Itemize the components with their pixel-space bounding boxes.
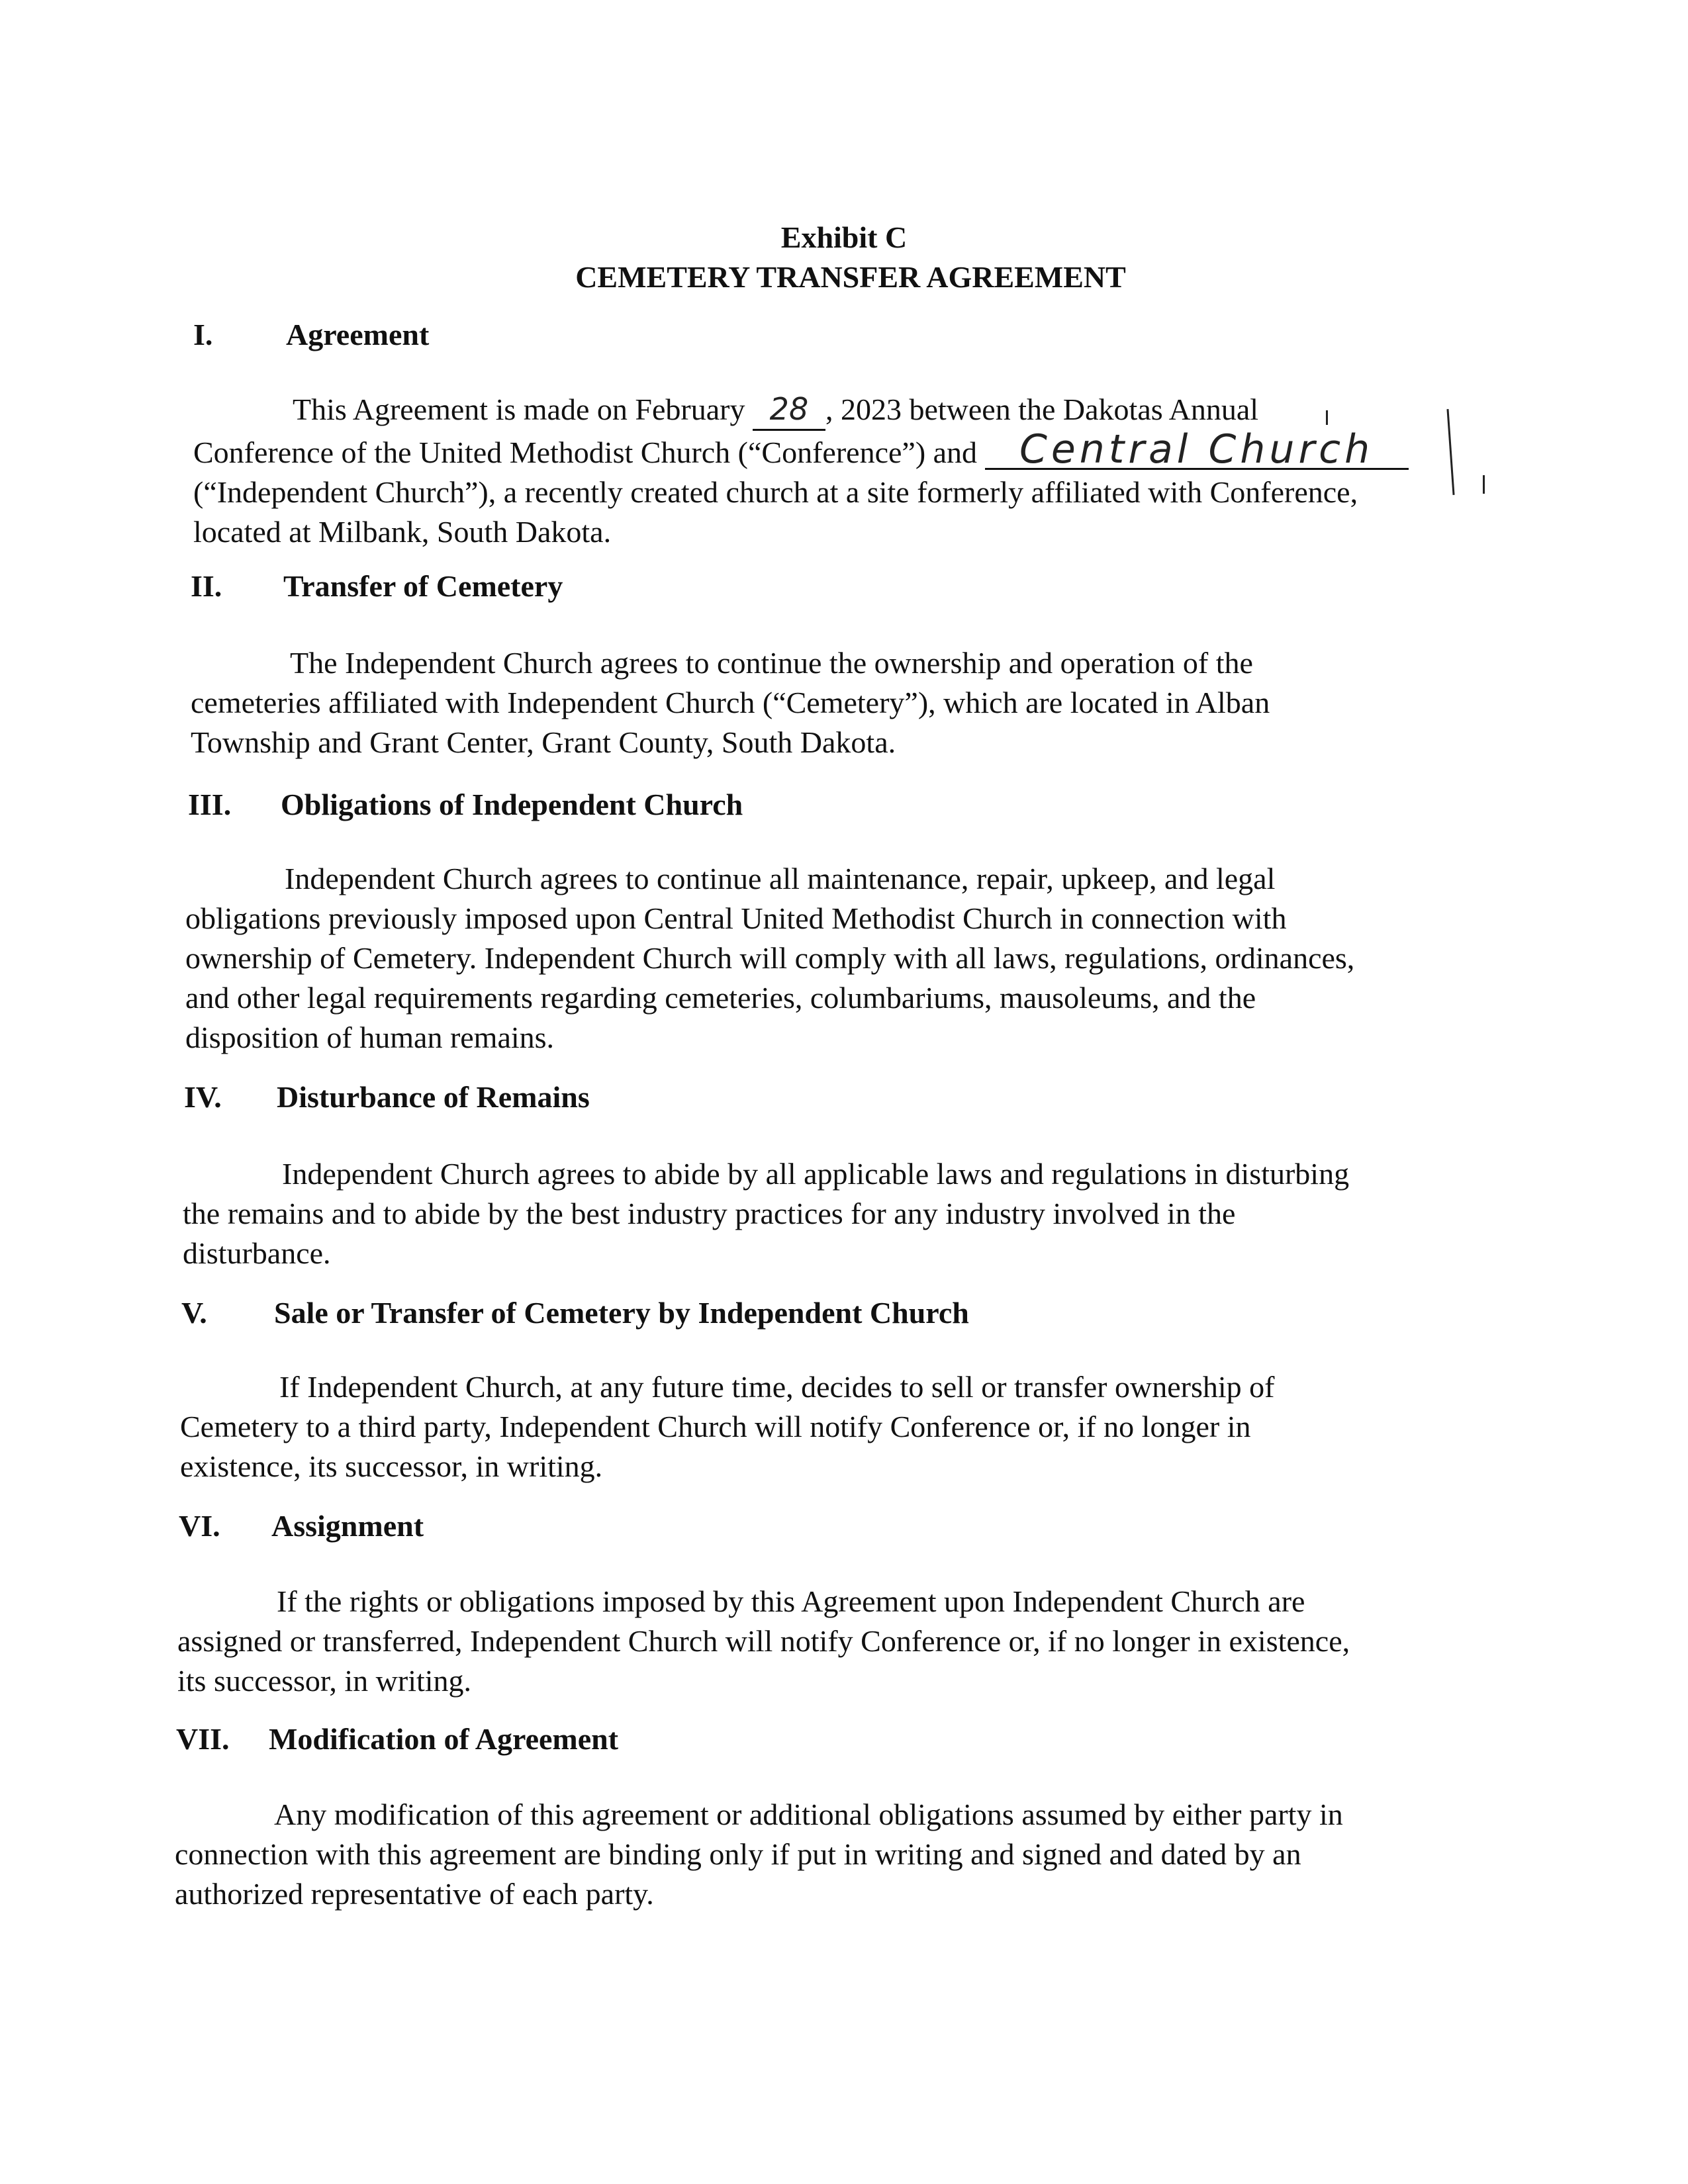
paragraph-line: The Independent Church agrees to continue the ownership and operation of the [290,646,1253,680]
section-heading-disturbance [184,1079,590,1116]
paragraph-line: (“Independent Church”), a recently created church at a site formerly affiliated with Conference, [193,475,1358,509]
paragraph-line: This Agreement is made on February 28 , 2023 between the Dakotas Annual [193,389,1504,431]
section-number: VI. [179,1509,220,1543]
paragraph-line: disturbance. [183,1236,331,1270]
paragraph-line: located at Milbank, South Dakota. [193,515,612,549]
section-heading-sale-or-transfer [181,1295,969,1332]
section-heading-transfer-of-cemetery [191,568,563,605]
handwritten-date-day: 28 [753,389,825,431]
paragraph-line: authorized representative of each party. [175,1877,654,1911]
section-title: Modification of Agreement [269,1722,619,1756]
section-body-modification [175,1795,1499,1914]
paragraph-line: disposition of human remains. [185,1021,555,1054]
exhibit-label: Exhibit C [780,220,908,254]
section-title: Assignment [271,1509,424,1543]
section-heading-assignment [179,1508,424,1545]
pen-mark [1326,410,1328,425]
section-number: VII. [176,1722,230,1756]
paragraph-line: connection with this agreement are binding only if put in writing and signed and dated by an [175,1837,1301,1871]
paragraph-line: Any modification of this agreement or additional obligations assumed by either party in [274,1797,1343,1831]
section-heading-modification [176,1721,618,1758]
section-body-obligations [185,859,1503,1058]
section-title: Sale or Transfer of Cemetery by Independent Church [274,1296,969,1330]
paragraph-line: ownership of Cemetery. Independent Church will comply with all laws, regulations, ordinances, [185,941,1355,975]
section-body-sale-or-transfer [180,1367,1497,1486]
section-body-transfer-of-cemetery [191,643,1501,762]
section-body-disturbance [183,1154,1500,1273]
handwritten-church-name: Central Church [985,431,1409,470]
section-heading-obligations [188,786,743,823]
paragraph-line: cemeteries affiliated with Independent Church (“Cemetery”), which are located in Alban [191,686,1270,719]
section-title: Obligations of Independent Church [281,788,743,821]
paragraph-line: Independent Church agrees to abide by all applicable laws and regulations in disturbing [282,1157,1350,1191]
section-number: III. [188,788,232,821]
section-number: V. [181,1296,207,1330]
paragraph-line: obligations previously imposed upon Central United Methodist Church in connection with [185,901,1287,935]
paragraph-line: assigned or transferred, Independent Church will notify Conference or, if no longer in existence, [177,1624,1350,1658]
pen-mark [1483,475,1485,494]
paragraph-line: its successor, in writing. [177,1664,472,1698]
paragraph-line: Cemetery to a third party, Independent Church will notify Conference or, if no longer in [180,1410,1251,1443]
paragraph-line: If the rights or obligations imposed by this Agreement upon Independent Church are [277,1584,1305,1618]
section-body-agreement [193,389,1504,552]
section-title: Agreement [286,318,430,351]
paragraph-line: Independent Church agrees to continue all maintenance, repair, upkeep, and legal [285,862,1276,895]
paragraph-line: Township and Grant Center, Grant County, South Dakota. [191,725,896,759]
section-title: Transfer of Cemetery [283,569,563,603]
section-heading-agreement [193,316,429,353]
paragraph-line: the remains and to abide by the best industry practices for any industry involved in the [183,1197,1236,1230]
section-body-assignment [177,1582,1501,1701]
section-number: I. [193,318,213,351]
paragraph-line: existence, its successor, in writing. [180,1449,603,1483]
paragraph-line: and other legal requirements regarding cemeteries, columbariums, mausoleums, and the [185,981,1256,1015]
section-number: II. [191,569,222,603]
section-title: Disturbance of Remains [277,1080,590,1114]
paragraph-line: If Independent Church, at any future time, decides to sell or transfer ownership of [279,1370,1275,1404]
document-title: CEMETERY TRANSFER AGREEMENT [575,260,1126,294]
paragraph-line: Conference of the United Methodist Church (“Conference”) and Central Church [193,431,1504,473]
section-number: IV. [184,1080,222,1114]
